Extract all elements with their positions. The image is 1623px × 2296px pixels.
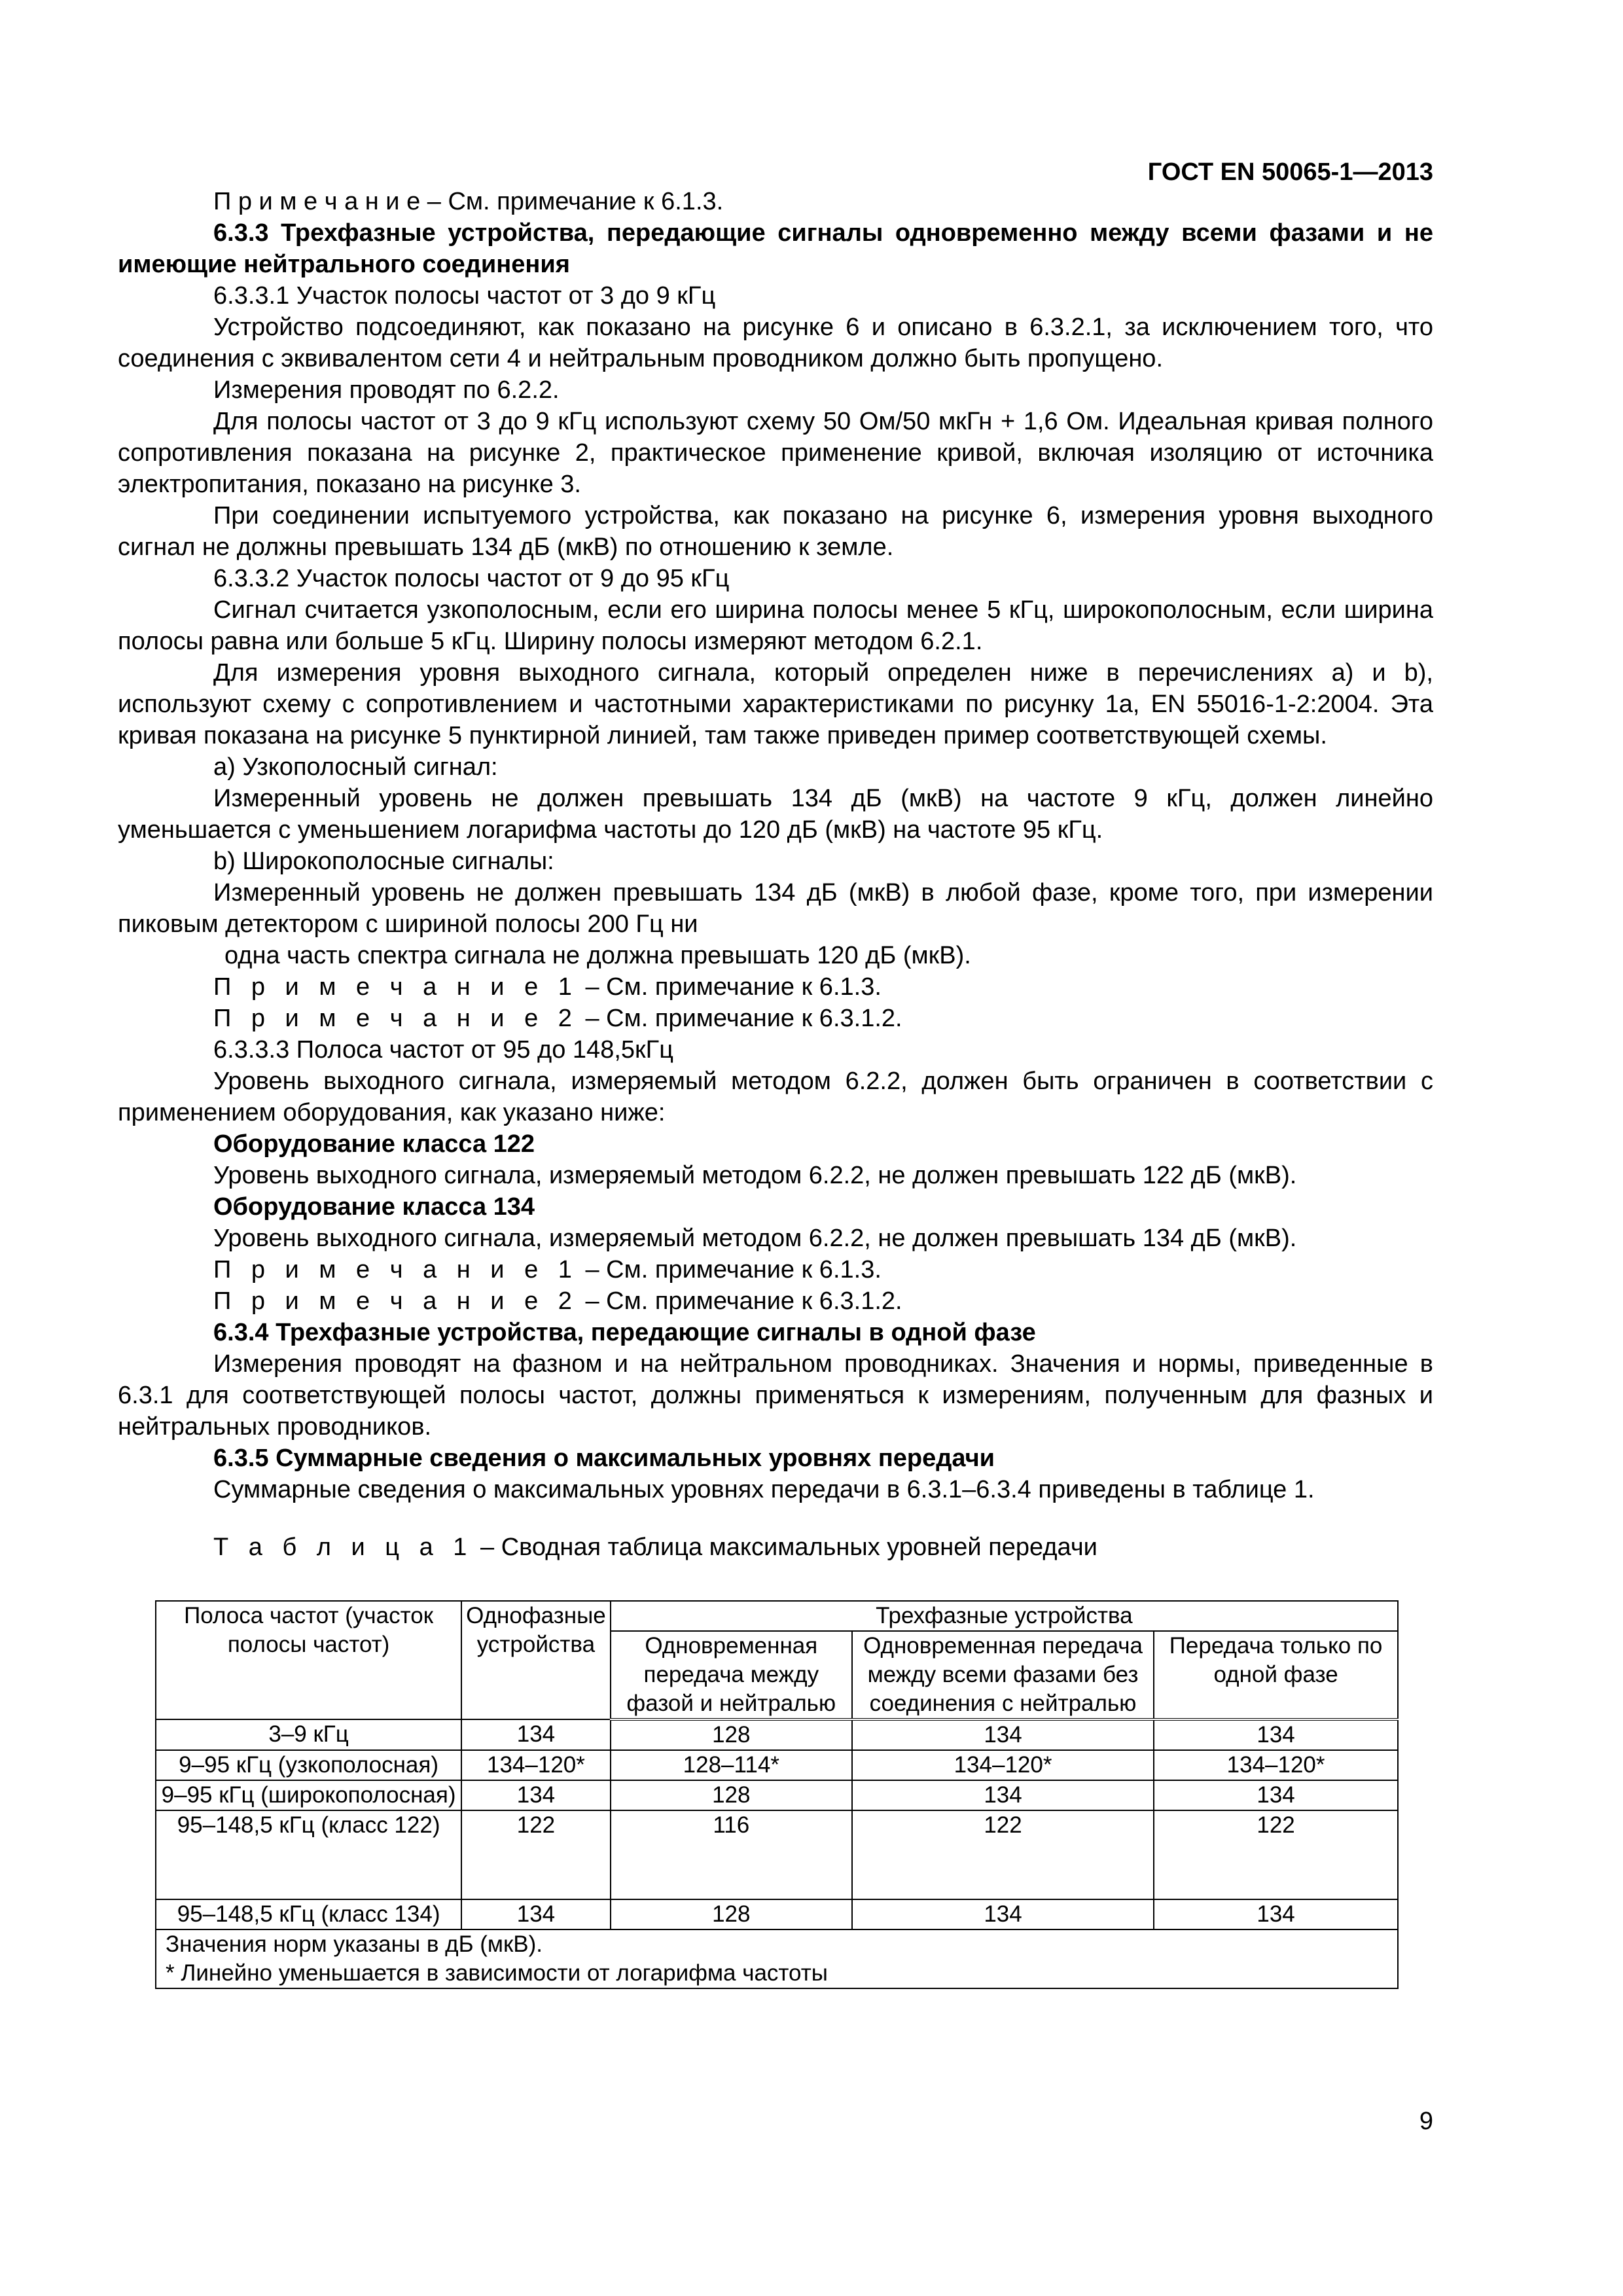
document-code: ГОСТ EN 50065-1—2013 <box>1147 158 1433 186</box>
section-heading-6-3-4: 6.3.4 Трехфазные устройства, передающие сигналы в одной фазе <box>213 1319 1036 1346</box>
table-row: 9–95 кГц (широкополосная) 134 128 134 134 <box>156 1780 1398 1810</box>
header-phase-neutral: Одновременная передача между фазой и нейтралью <box>611 1631 852 1719</box>
table-row: 95–148,5 кГц (класс 134) 134 128 134 134 <box>156 1899 1398 1929</box>
paragraph: Уровень выходного сигнала, измеряемый методом 6.2.2, должен быть ограничен в соответствии с применением оборудования, как указано ниже: <box>118 1067 1433 1126</box>
section-heading-6-3-3: 6.3.3 Трехфазные устройства, передающие сигналы одновременно между всеми фазами и не имеющие нейтрального соединения <box>118 219 1433 278</box>
paragraph: Измеренный уровень не должен превышать 134 дБ (мкВ) в любой фазе, кроме того, при измерении пиковым детектором с шириной полосы 200 Гц ни <box>118 879 1433 938</box>
header-three-phase: Трехфазные устройства <box>611 1601 1398 1631</box>
page-number: 9 <box>1419 2108 1433 2135</box>
paragraph: Измерения проводят по 6.2.2. <box>213 376 560 404</box>
body-text <box>118 186 1433 1563</box>
note-star: * Линейно уменьшается в зависимости от логарифма частоты <box>166 1960 828 1986</box>
paragraph: Суммарные сведения о максимальных уровнях передачи в 6.3.1–6.3.4 приведены в таблице 1. <box>213 1476 1315 1503</box>
section-heading-6-3-5: 6.3.5 Суммарные сведения о максимальных уровнях передачи <box>213 1444 995 1472</box>
header-single-phase: Однофазные устройства <box>461 1601 611 1719</box>
table-row: 9–95 кГц (узкополосная) 134–120* 128–114* 134–120* 134–120* <box>156 1750 1398 1780</box>
list-item-b: b) Широкополосные сигналы: <box>213 848 554 875</box>
note: П р и м е ч а н и е 2 – См. примечание к 6.3.1.2. <box>213 1287 902 1315</box>
note: П р и м е ч а н и е 1 – См. примечание к 6.1.3. <box>213 973 882 1001</box>
table-row: 95–148,5 кГц (класс 122) 122 116 122 122 <box>156 1810 1398 1899</box>
paragraph: Сигнал считается узкополосным, если его ширина полосы менее 5 кГц, широкополосным, если ширина полосы равна или больше 5 кГц. Ширину полосы измеряют методом 6.2.1. <box>118 596 1433 655</box>
equipment-class-heading: Оборудование класса 134 <box>213 1193 535 1221</box>
header-band: Полоса частот (участок полосы частот) <box>156 1601 461 1719</box>
paragraph: Измеренный уровень не должен превышать 134 дБ (мкВ) на частоте 9 кГц, должен линейно уменьшается с уменьшением логарифма частоты до 120 дБ (мкВ) на частоте 95 кГц. <box>118 785 1433 844</box>
note: П р и м е ч а н и е 2 – См. примечание к 6.3.1.2. <box>213 1005 902 1032</box>
paragraph: одна часть спектра сигнала не должна превышать 120 дБ (мкВ). <box>224 942 971 969</box>
note: П р и м е ч а н и е – См. примечание к 6.1.3. <box>213 188 724 215</box>
paragraph: Для измерения уровня выходного сигнала, который определен ниже в перечислениях a) и b), используют схему с сопротивлением и частотными характеристиками по рисунку 1а, EN 55016-1-2:2004. Эта кривая показана на рисунке 5 пунктирной линией, там также приведен пример соответствующей схемы. <box>118 659 1433 749</box>
summary-table <box>155 1600 1399 1989</box>
equipment-class-heading: Оборудование класса 122 <box>213 1130 535 1158</box>
note-units: Значения норм указаны в дБ (мкВ). <box>166 1931 543 1957</box>
paragraph: Устройство подсоединяют, как показано на рисунке 6 и описано в 6.3.2.1, за исключением того, что соединения с эквивалентом сети 4 и нейтральным проводником должно быть пропущено. <box>118 314 1433 372</box>
header-one-phase: Передача только по одной фазе <box>1154 1631 1398 1719</box>
paragraph: Для полосы частот от 3 до 9 кГц используют схему 50 Ом/50 мкГн + 1,6 Ом. Идеальная кривая полного сопротивления показана на рисунке 2, практическое применение кривой, включая изоляцию от источника электропитания, показано на рисунке 3. <box>118 408 1433 498</box>
subsection-6-3-3-1: 6.3.3.1 Участок полосы частот от 3 до 9 кГц <box>213 282 716 310</box>
subsection-6-3-3-2: 6.3.3.2 Участок полосы частот от 9 до 95 кГц <box>213 565 730 592</box>
paragraph: Измерения проводят на фазном и на нейтральном проводниках. Значения и нормы, приведенные в 6.3.1 для соответствующей полосы частот, должны применяться к измерениям, полученным для фазных и нейтральных проводников. <box>118 1350 1433 1441</box>
table-caption: Т а б л и ц а 1 – Сводная таблица максимальных уровней передачи <box>213 1534 1097 1561</box>
paragraph: Уровень выходного сигнала, измеряемый методом 6.2.2, не должен превышать 134 дБ (мкВ). <box>213 1225 1297 1252</box>
list-item-a: a) Узкополосный сигнал: <box>213 753 498 781</box>
table-notes <box>156 1929 1398 1988</box>
header-all-phases: Одновременная передача между всеми фазами без соединения с нейтралью <box>852 1631 1154 1719</box>
paragraph: При соединении испытуемого устройства, как показано на рисунке 6, измерения уровня выходного сигнал не должны превышать 134 дБ (мкВ) по отношению к земле. <box>118 502 1433 561</box>
table-row: 3–9 кГц 134 128 134 134 <box>156 1719 1398 1750</box>
subsection-6-3-3-3: 6.3.3.3 Полоса частот от 95 до 148,5кГц <box>213 1036 673 1064</box>
paragraph: Уровень выходного сигнала, измеряемый методом 6.2.2, не должен превышать 122 дБ (мкВ). <box>213 1162 1297 1189</box>
note: П р и м е ч а н и е 1 – См. примечание к 6.1.3. <box>213 1256 882 1283</box>
